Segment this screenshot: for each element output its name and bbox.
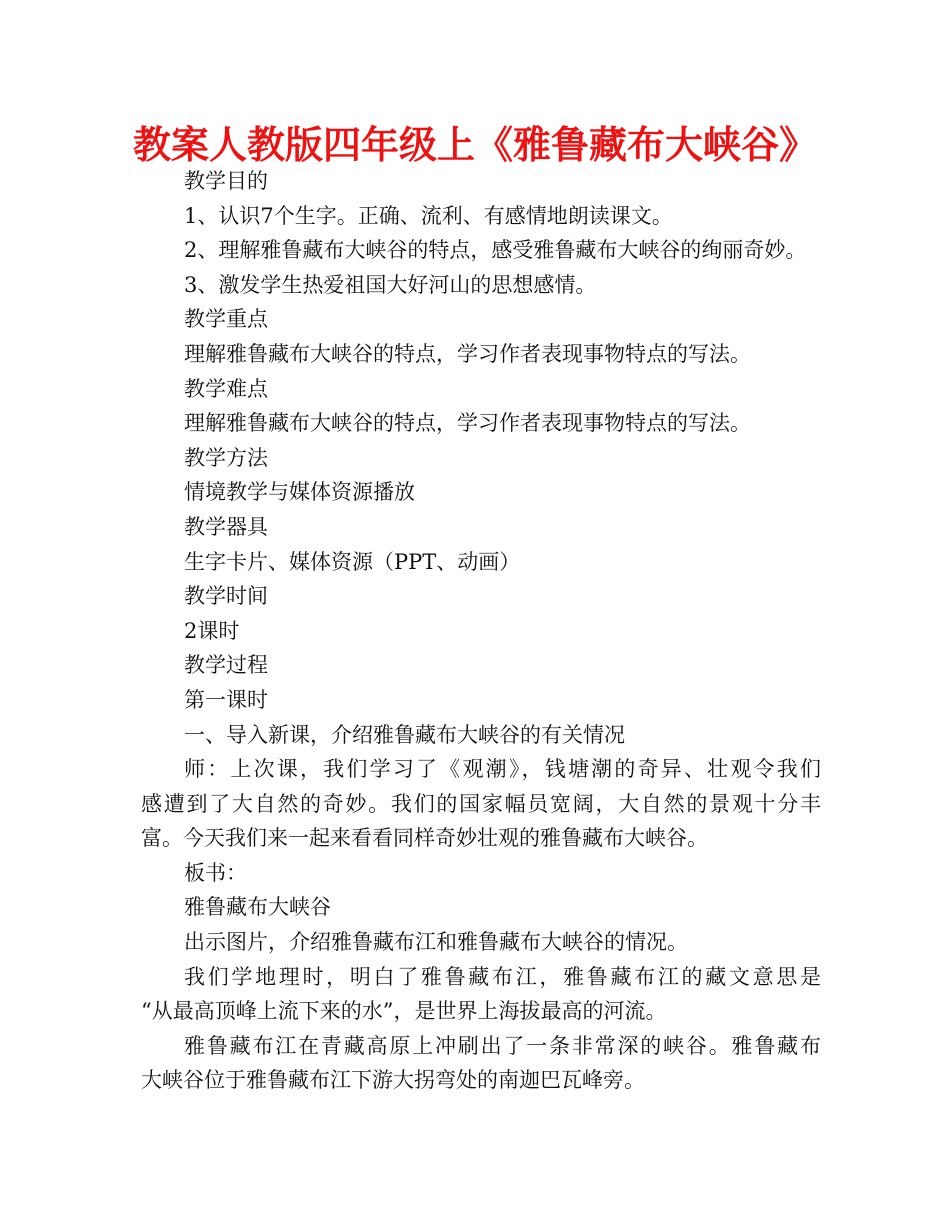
paragraph-line: 我们学地理时，明白了雅鲁藏布江，雅鲁藏布江的藏文意思是 (184, 964, 821, 989)
board-label: 板书： (184, 860, 247, 885)
section-intro-heading: 一、导入新课，介绍雅鲁藏布大峡谷的有关情况 (184, 722, 625, 747)
paragraph-line: 师：上次课，我们学习了《观潮》，钱塘潮的奇异、壮观令我们 (184, 757, 821, 782)
document-title: 教案人教版四年级上《雅鲁藏布大峡谷》 (132, 123, 817, 167)
heading-teaching-goals: 教学目的 (184, 169, 268, 193)
heading-methods: 教学方法 (184, 445, 268, 470)
heading-time: 教学时间 (184, 584, 268, 609)
heading-difficulties: 教学难点 (184, 376, 268, 401)
time-text: 2课时 (184, 618, 240, 643)
paragraph-teacher (141, 752, 821, 856)
heading-process: 教学过程 (184, 653, 268, 678)
goal-item-1: 1、认识7个生字。正确、流利、有感情地朗读课文。 (184, 203, 673, 228)
paragraph-line: 富。今天我们来一起来看看同样奇妙壮观的雅鲁藏布大峡谷。 (141, 826, 708, 851)
show-pictures-text: 出示图片，介绍雅鲁藏布江和雅鲁藏布大峡谷的情况。 (184, 930, 688, 955)
heading-lesson-1: 第一课时 (184, 687, 268, 712)
key-points-text: 理解雅鲁藏布大峡谷的特点，学习作者表现事物特点的写法。 (184, 341, 751, 366)
heading-tools: 教学器具 (184, 514, 268, 539)
goal-item-2: 2、理解雅鲁藏布大峡谷的特点，感受雅鲁藏布大峡谷的绚丽奇妙。 (184, 238, 807, 263)
paragraph-canyon (141, 1029, 821, 1098)
paragraph-line: 雅鲁藏布江在青藏高原上冲刷出了一条非常深的峡谷。雅鲁藏布 (184, 1033, 821, 1058)
goal-item-3: 3、激发学生热爱祖国大好河山的思想感情。 (184, 272, 597, 297)
paragraph-line: 感遭到了大自然的奇妙。我们的国家幅员宽阔，大自然的景观十分丰 (141, 791, 821, 816)
tools-text: 生字卡片、媒体资源（PPT、动画） (184, 549, 521, 574)
board-text: 雅鲁藏布大峡谷 (184, 895, 331, 920)
difficulties-text: 理解雅鲁藏布大峡谷的特点，学习作者表现事物特点的写法。 (184, 411, 751, 436)
paragraph-geography (141, 960, 821, 1029)
heading-key-points: 教学重点 (184, 307, 268, 332)
document-body (141, 164, 821, 1098)
paragraph-line: “从最高顶峰上流下来的水”，是世界上海拔最高的河流。 (141, 999, 667, 1024)
methods-text: 情境教学与媒体资源播放 (184, 480, 415, 505)
paragraph-line: 大峡谷位于雅鲁藏布江下游大拐弯处的南迦巴瓦峰旁。 (141, 1068, 645, 1093)
